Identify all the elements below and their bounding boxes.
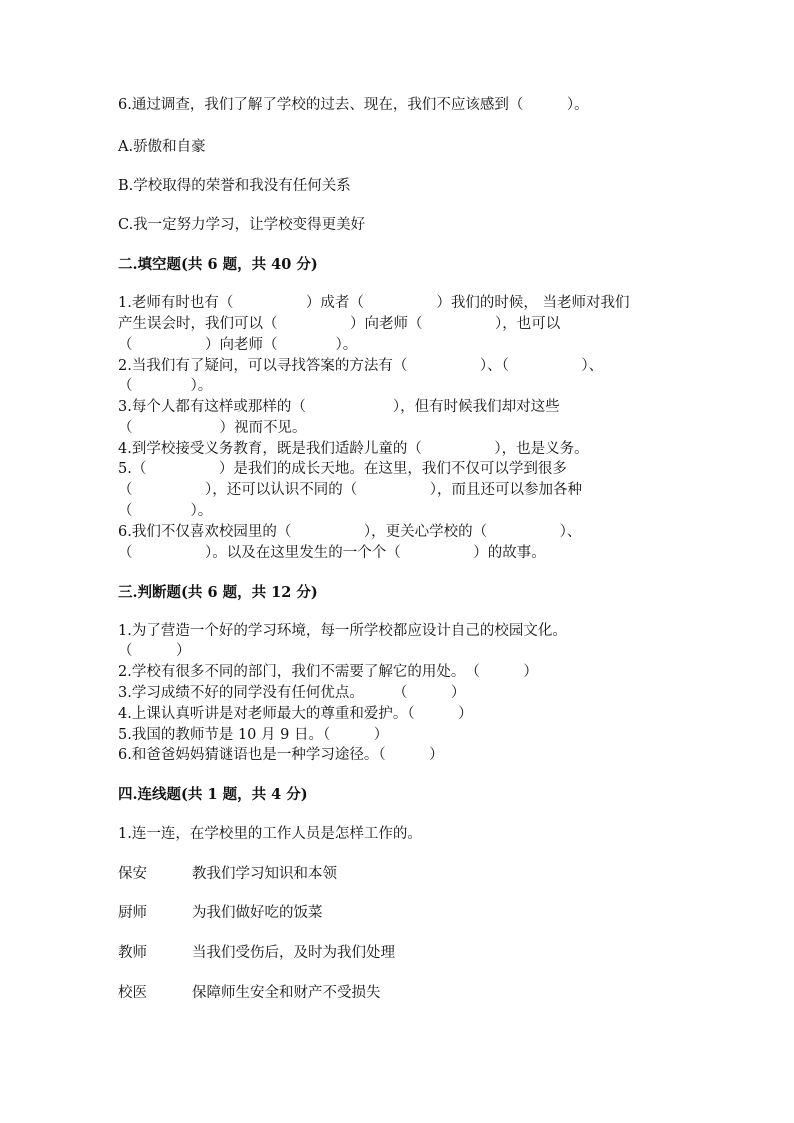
fill-line: 1.老师有时也有（ ）成者（ ）我们的时候， 当老师对我们 [118, 295, 630, 311]
judge-heading: 三.判断题(共 6 题，共 12 分) [118, 584, 318, 601]
judge-line: 1.为了营造一个好的学习环境，每一所学校都应设计自己的校园文化。 [118, 623, 567, 639]
judge-line: 4.上课认真听讲是对老师最大的尊重和爱护。（ ） [118, 706, 473, 722]
match-role: 保安 [118, 866, 147, 882]
fill-line: （ ）。 [118, 378, 213, 394]
fill-line: （ ）。以及在这里发生的一个个（ ）的故事。 [118, 545, 546, 561]
fill-line: （ ）。 [118, 503, 213, 519]
fill-line: 4.到学校接受义务教育，既是我们适龄儿童的（ ），也是义务。 [118, 441, 589, 457]
fill-heading: 二.填空题(共 6 题，共 40 分) [118, 256, 318, 273]
judge-line: 3.学习成绩不好的同学没有任何优点。 （ ） [118, 685, 466, 701]
fill-line: （ ）向老师（ ）。 [118, 337, 358, 353]
match-role: 校医 [118, 985, 147, 1001]
q6-option-a: A.骄傲和自豪 [118, 139, 206, 155]
q6-option-c: C.我一定努力学习，让学校变得更美好 [118, 217, 366, 233]
q6-stem: 6.通过调查，我们了解了学校的过去、现在，我们不应该感到（ ）。 [118, 97, 589, 113]
judge-line: 5.我国的教师节是 10 月 9 日。（ ） [118, 727, 389, 743]
fill-line: （ ），还可以认识不同的（ ），而且还可以参加各种 [118, 482, 582, 498]
judge-line: （ ） [118, 643, 191, 659]
fill-line: 产生误会时，我们可以（ ）向老师（ ），也可以 [118, 316, 561, 332]
match-heading: 四.连线题(共 1 题，共 4 分) [118, 786, 308, 803]
match-stem: 1.连一连，在学校里的工作人员是怎样工作的。 [118, 826, 422, 842]
match-role: 教师 [118, 945, 147, 961]
q6-option-b: B.学校取得的荣誉和我没有任何关系 [118, 178, 351, 194]
fill-line: 5.（ ）是我们的成长天地。在这里，我们不仅可以学到很多 [118, 461, 567, 477]
fill-line: 2.当我们有了疑问，可以寻找答案的方法有（ ）、（ ）、 [118, 358, 604, 374]
fill-line: 6.我们不仅喜欢校园里的（ ），更关心学校的（ ）、 [118, 524, 582, 540]
match-duty: 保障师生安全和财产不受损失 [192, 985, 381, 1001]
fill-line: （ ）视而不见。 [118, 420, 307, 436]
fill-line: 3.每个人都有这样或那样的（ ），但有时候我们却对这些 [118, 399, 560, 415]
match-role: 厨师 [118, 905, 147, 921]
match-duty: 教我们学习知识和本领 [192, 866, 337, 882]
judge-line: 6.和爸爸妈妈猜谜语也是一种学习途径。（ ） [118, 747, 444, 763]
match-duty: 当我们受伤后，及时为我们处理 [192, 945, 395, 961]
match-duty: 为我们做好吃的饭菜 [192, 905, 323, 921]
judge-line: 2.学校有很多不同的部门，我们不需要了解它的用处。 （ ） [118, 664, 538, 680]
